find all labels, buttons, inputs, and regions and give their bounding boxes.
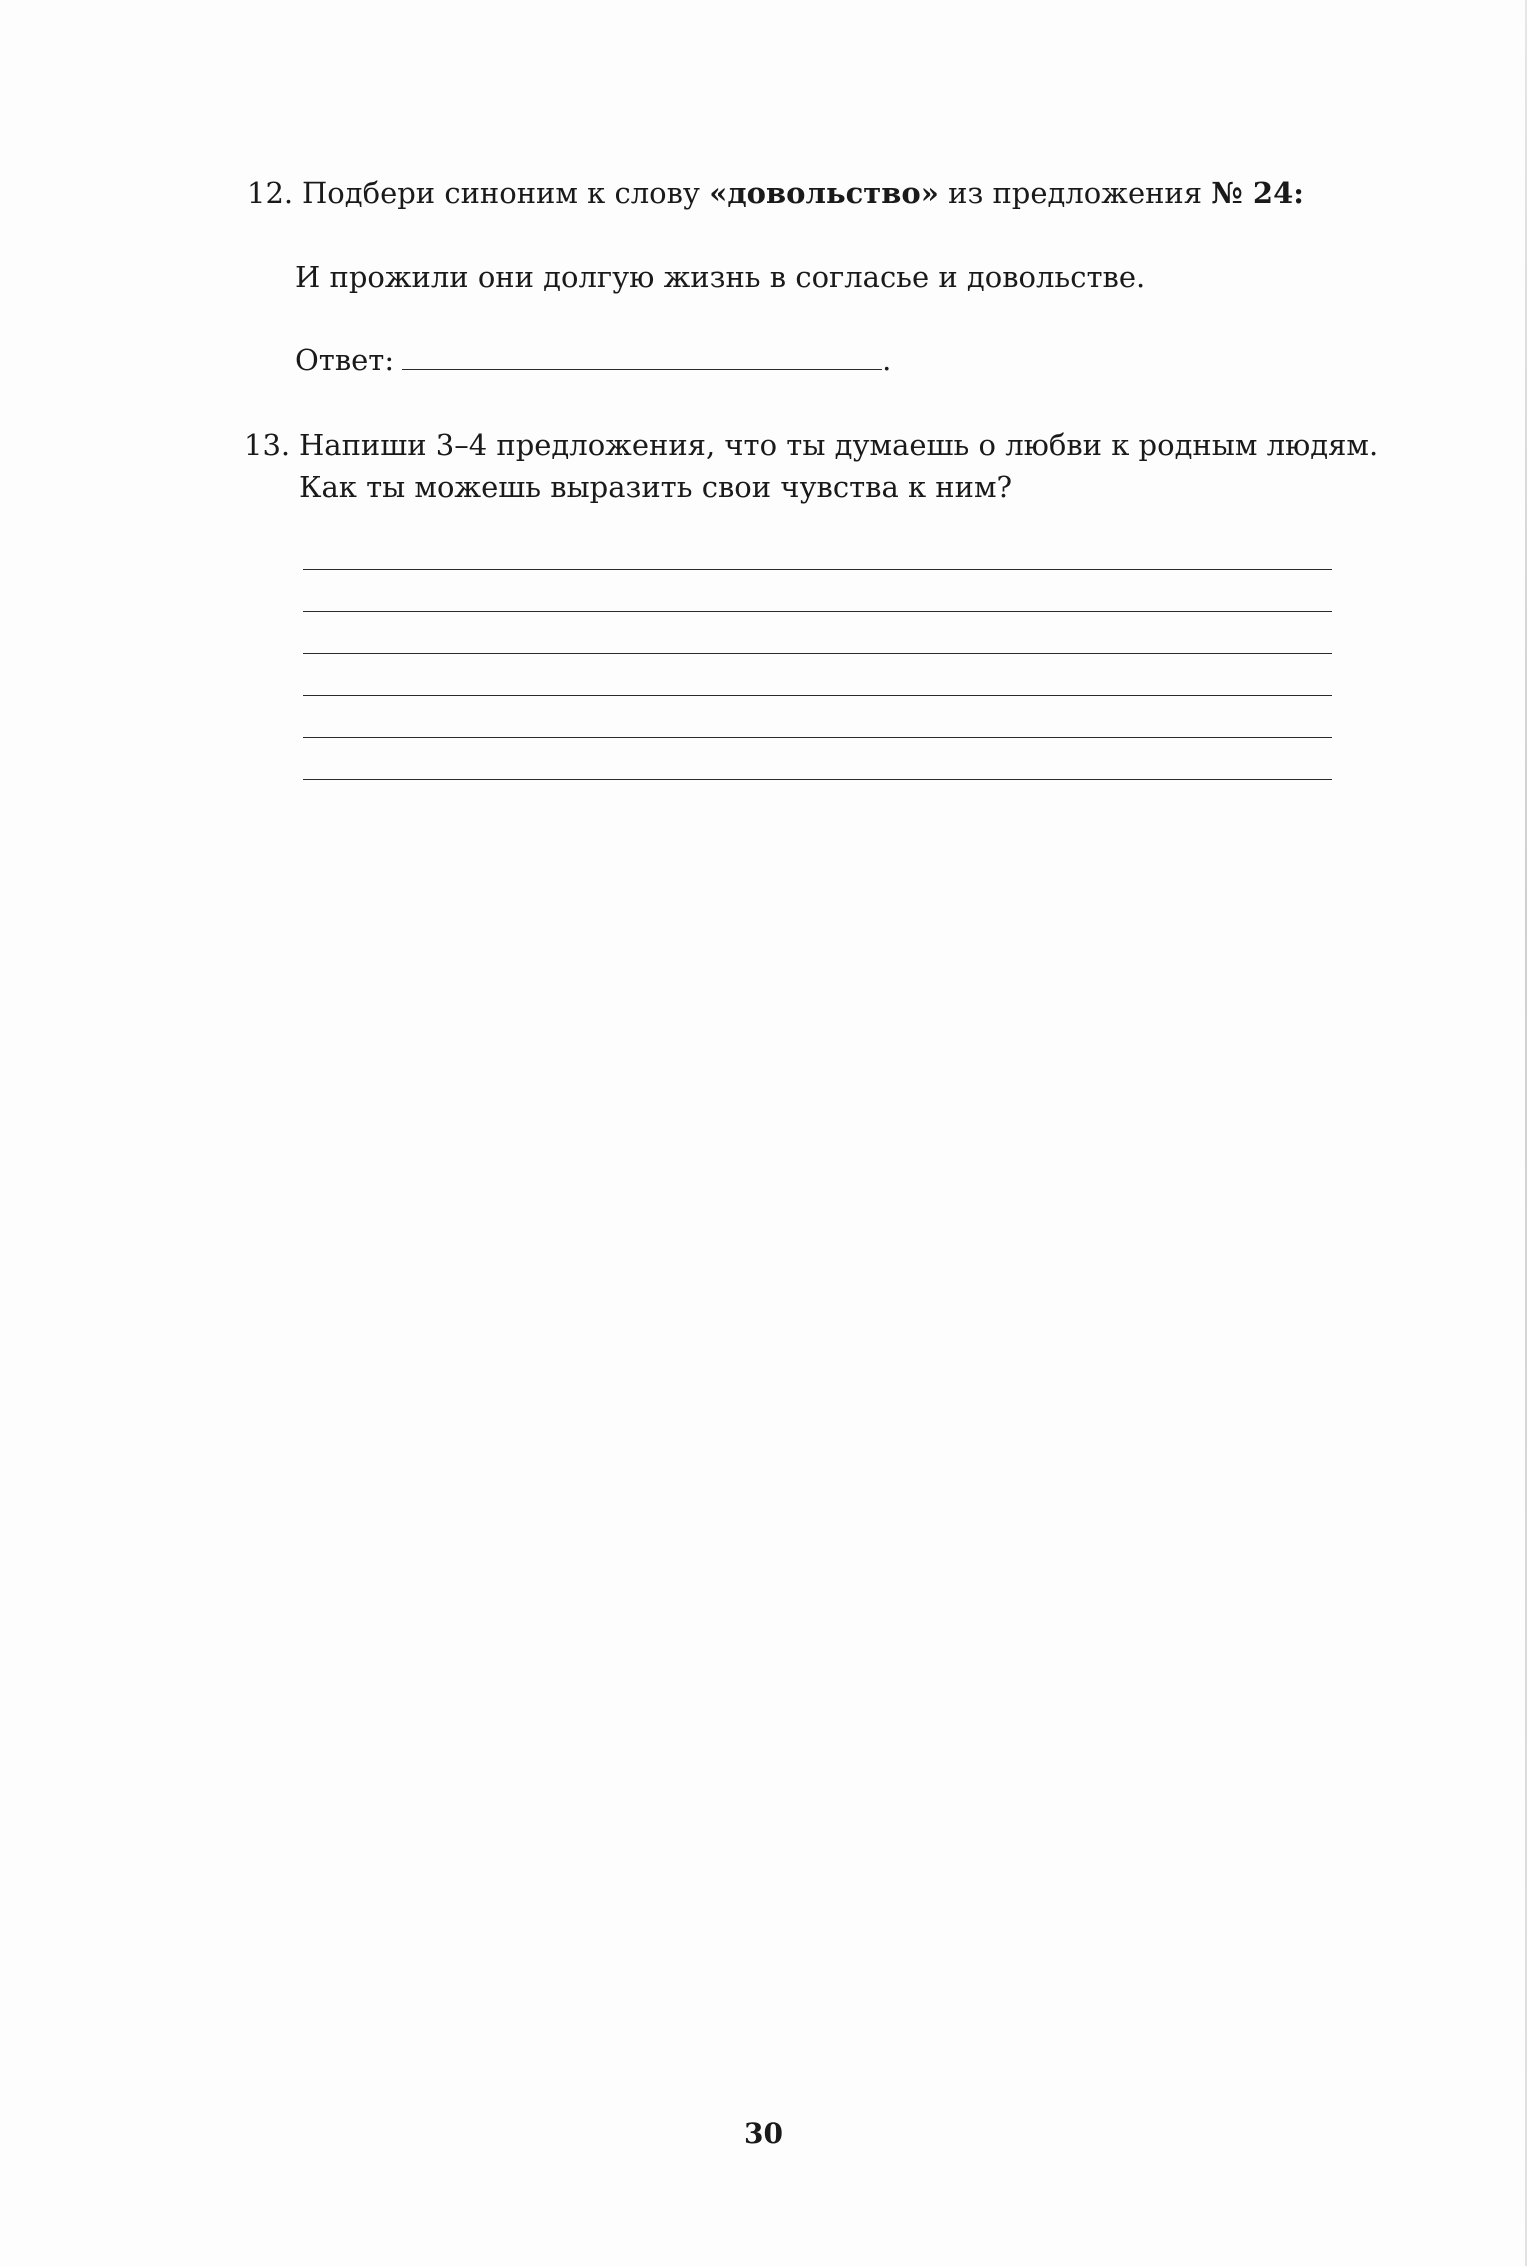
task-13-prompt-line2: Как ты можешь выразить свои чувства к ним? xyxy=(299,470,1013,504)
task-13-prompt-line1: Напиши 3–4 предложения, что ты думаешь о любви к родным людям. xyxy=(299,428,1379,462)
writing-line-5[interactable] xyxy=(303,737,1332,738)
page-number: 30 xyxy=(744,2117,783,2150)
task-12-colon: : xyxy=(1293,176,1304,210)
task-12-prompt-part1: Подбери синоним к слову xyxy=(302,176,710,210)
writing-line-2[interactable] xyxy=(303,611,1332,612)
task-12-answer-row xyxy=(295,339,891,381)
writing-line-6[interactable] xyxy=(303,779,1332,780)
task-12-target-word: «довольство» xyxy=(709,176,939,210)
writing-line-1[interactable] xyxy=(303,569,1332,570)
answer-blank-field[interactable] xyxy=(402,340,882,370)
task-12-number: 12. xyxy=(247,176,294,210)
task-13-number: 13. xyxy=(244,428,291,462)
task-12-prompt-part2: из предложения xyxy=(938,176,1212,210)
task-12-sentence-ref: № 24 xyxy=(1211,176,1294,210)
task-12-source-sentence: И прожили они долгую жизнь в согласье и довольстве. xyxy=(295,260,1146,294)
writing-line-3[interactable] xyxy=(303,653,1332,654)
task-12-prompt xyxy=(302,172,1304,214)
answer-label: Ответ: xyxy=(295,343,395,377)
writing-line-4[interactable] xyxy=(303,695,1332,696)
answer-period: . xyxy=(882,343,892,377)
